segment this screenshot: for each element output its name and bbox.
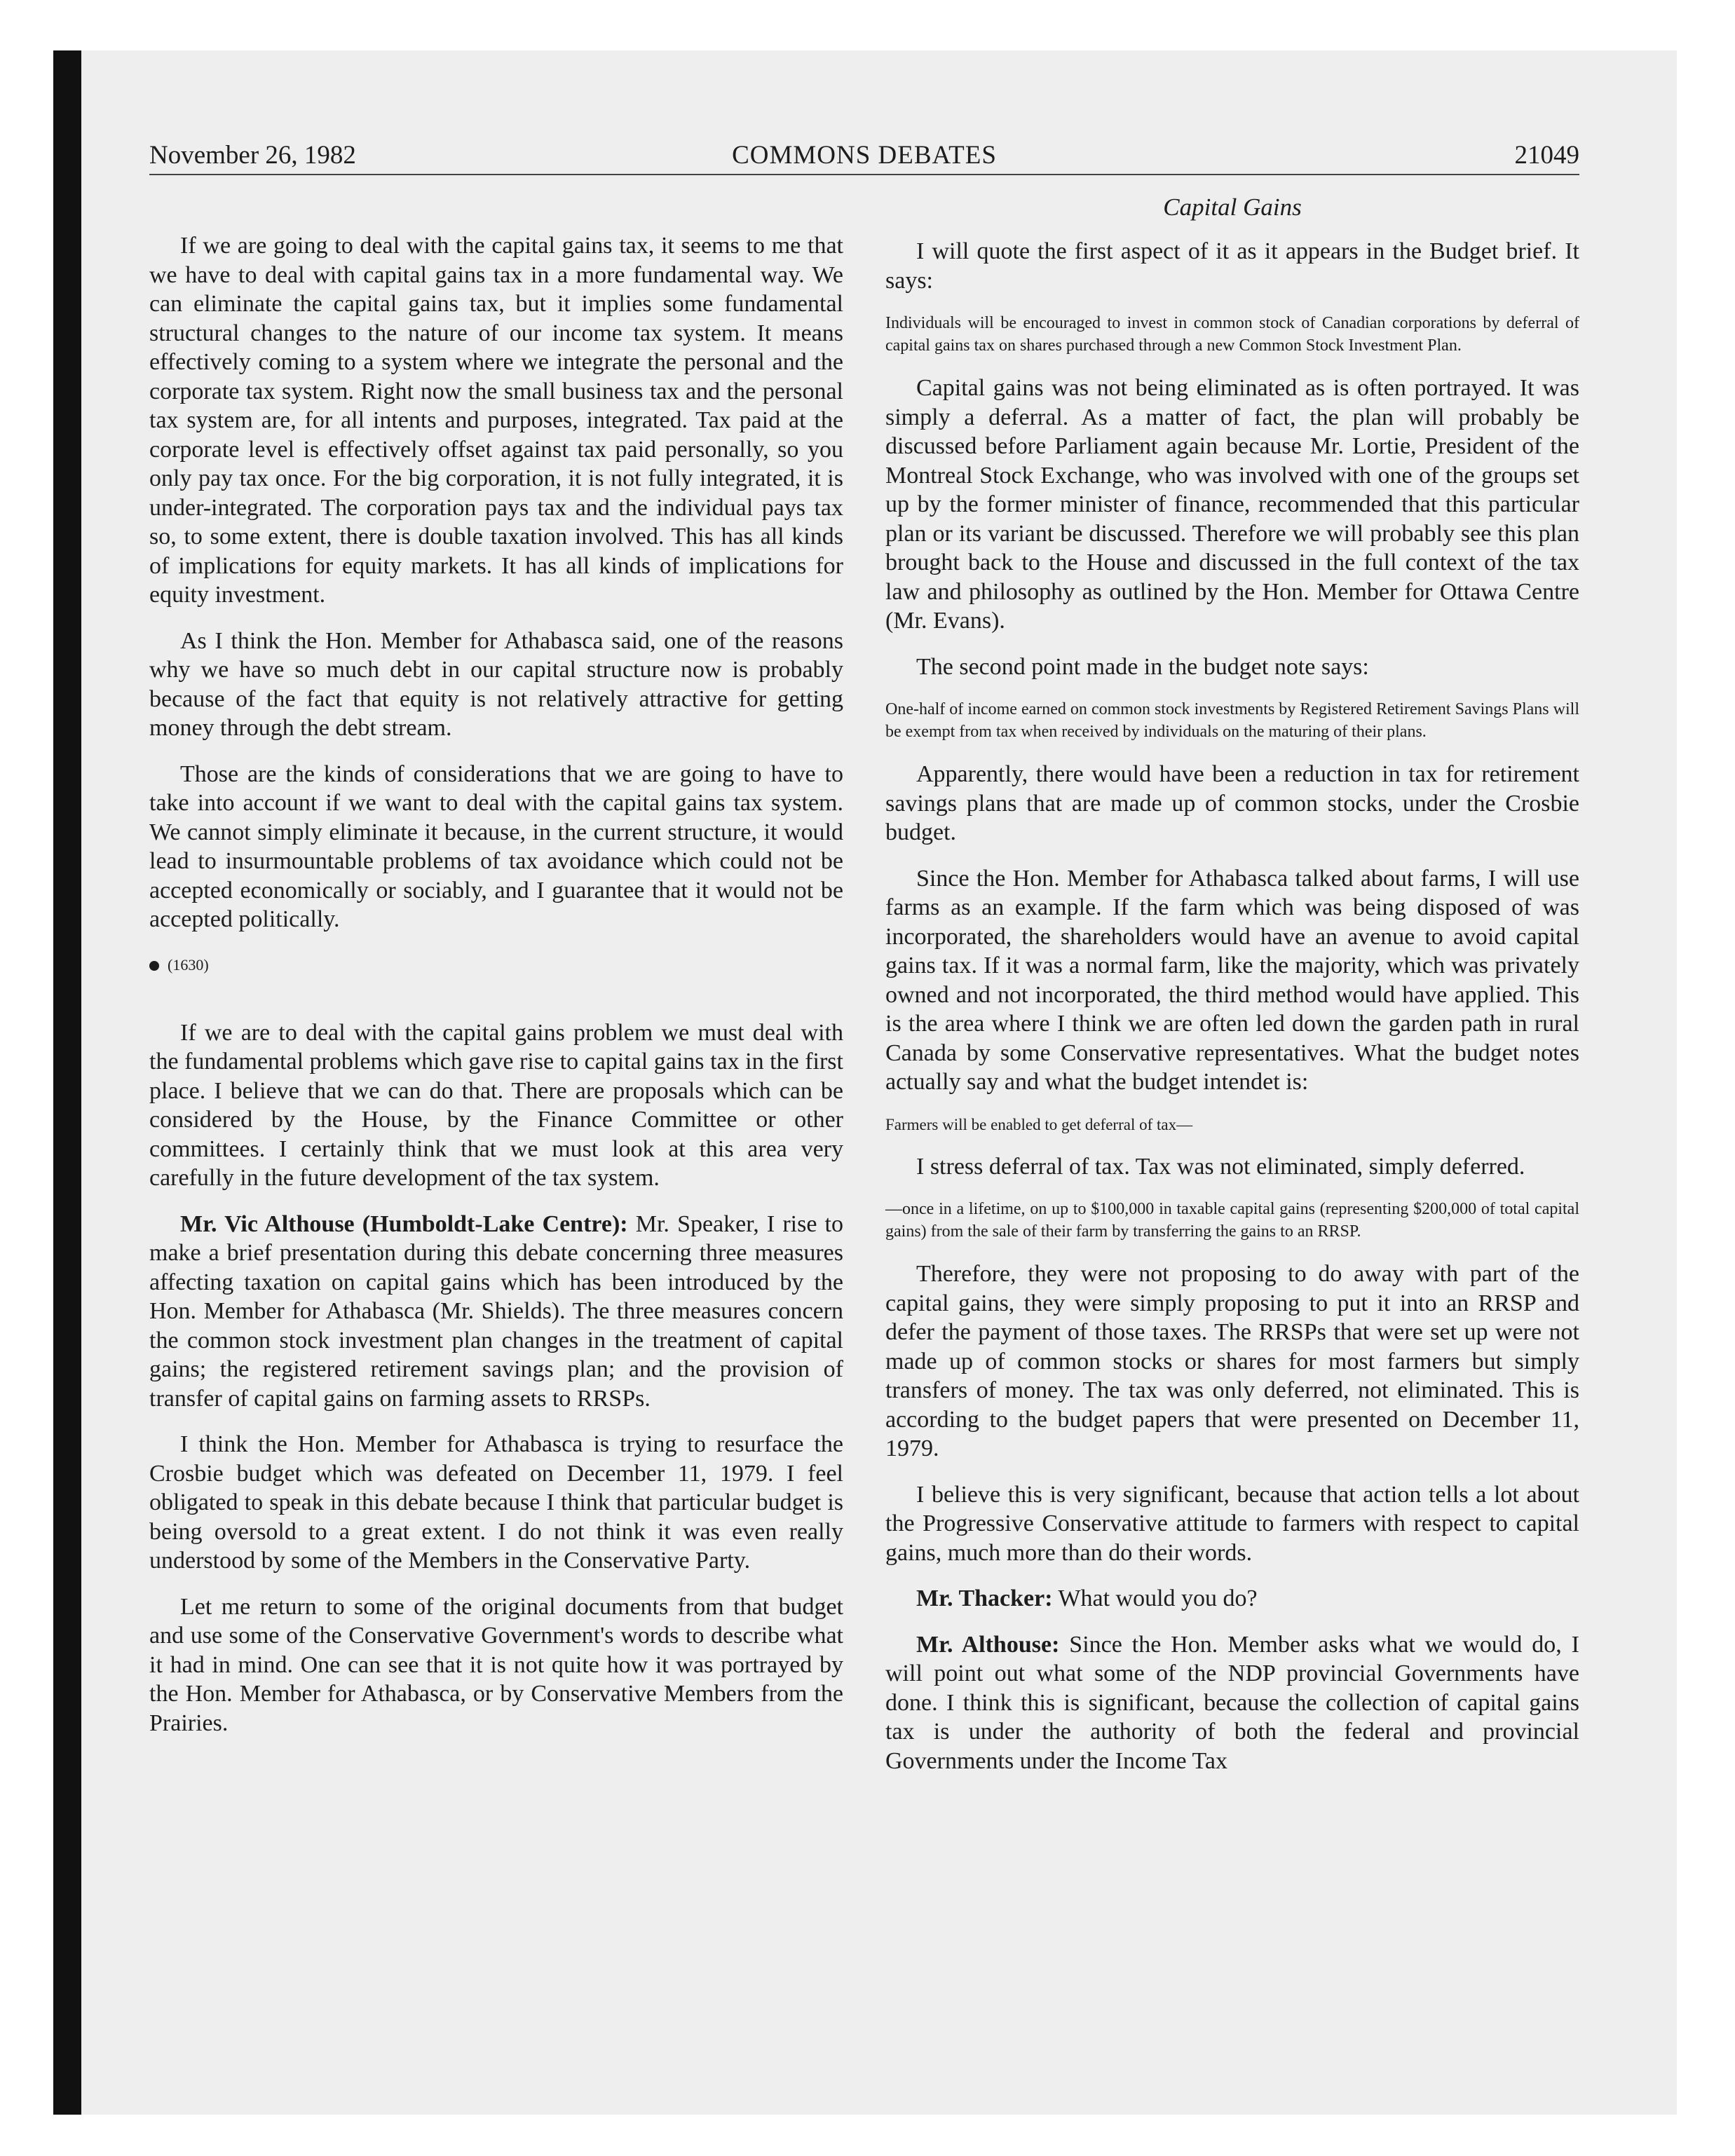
page-margin	[0, 0, 53, 2156]
paragraph: If we are going to deal with the capital gains tax, it seems to me that we have to deal with capital gains tax in a more fundamental way. We can eliminate the capital gains tax, but it implies some fundamental structural changes to the nature of our income tax system. It means effectively coming to a system where we integrate the personal and the corporate tax system. Right now the small business tax and the personal tax system are, for all intents and purposes, integrated. Tax paid at the corporate level is effectively offset against tax paid personally, so you only pay tax once. For the big corporation, it is not fully integrated, it is under-integrated. The corporation pays tax and the individual pays tax so, to some extent, there is double taxation involved. This has all kinds of implications for equity markets. It has all kinds of implications for equity investment.	[149, 233, 843, 608]
speech-text: Since the Hon. Member asks what we would do, I will point out what some of the NDP provincial Governments have done. I think this is significant, because the collection of capital gains tax is under the authority of both the federal and provincial Governments under the Income Tax	[885, 1631, 1579, 1774]
paragraph: Apparently, there would have been a reduction in tax for retirement savings plans that are made up of common stocks, under the Crosbie budget.	[885, 761, 1579, 845]
section-title: Capital Gains	[1163, 193, 1302, 221]
budget-quote: —once in a lifetime, on up to $100,000 in taxable capital gains (representing $200,000 of total capital gains) from the sale of their farm by transferring the gains to an RRSP.	[885, 1200, 1579, 1241]
paragraph: I believe this is very significant, because that action tells a lot about the Progressive Conservative attitude to farmers with respect to capital gains, much more than do their words.	[885, 1481, 1579, 1566]
budget-quote: Individuals will be encouraged to invest in common stock of Canadian corporations by deferral of capital gains tax on shares purchased through a new Common Stock Investment Plan.	[885, 314, 1579, 355]
speech-paragraph	[885, 1630, 1579, 1776]
page-header	[149, 140, 1579, 178]
header-title: COMMONS DEBATES	[732, 141, 997, 170]
paragraph: Capital gains was not being eliminated as is often portrayed. It was simply a deferral. As a matter of fact, the plan will probably be discussed before Parliament again because Mr. Lortie, President of the Montreal Stock Exchange, who was involved with one of the groups set up by the former minister of finance, recommended that this particular plan or its variant be discussed. Therefore we will probably see this plan brought back to the House and discussed in the full context of the tax law and philosophy as outlined by the Hon. Member for Ottawa Centre (Mr. Evans).	[885, 375, 1579, 634]
speech-text: Mr. Speaker, I rise to make a brief presentation during this debate concerning three measures affecting taxation on capital gains which has been introduced by the Hon. Member for Athabasca (Mr. Shields). The three measures concern the common stock investment plan changes in the treatment of capital gains; the registered retirement savings plan; and the provision of transfer of capital gains on farming assets to RRSPs.	[149, 1210, 843, 1412]
paragraph: As I think the Hon. Member for Athabasca said, one of the reasons why we have so much debt in our capital structure now is probably because of the fact that equity is not relatively attractive for getting money through the debt stream.	[149, 627, 843, 741]
budget-quote: Farmers will be enabled to get deferral of tax—	[885, 1115, 1193, 1133]
time-marker	[149, 951, 843, 979]
paragraph: Those are the kinds of considerations that we are going to have to take into account if we want to deal with the capital gains tax system. We cannot simply eliminate it because, in the current structure, it would lead to insurmountable problems of tax avoidance which could not be accepted economically or sociably, and I guarantee that it would not be accepted politically.	[149, 760, 843, 932]
speaker-name: Mr. Althouse:	[916, 1631, 1060, 1658]
header-rule	[149, 174, 1579, 175]
speech-paragraph	[885, 1584, 1579, 1613]
paragraph: I will quote the first aspect of it as it appears in the Budget brief. It says:	[885, 238, 1579, 294]
speaker-name: Mr. Vic Althouse (Humboldt-Lake Centre):	[180, 1210, 628, 1237]
paragraph: If we are to deal with the capital gains problem we must deal with the fundamental problems which gave rise to capital gains tax in the first place. I believe that we can do that. There are proposals which can be considered by the House, by the Finance Committee or other committees. I certainly think that we must look at this area very carefully in the future development of the tax system.	[149, 1019, 843, 1191]
speech-text: What would you do?	[1052, 1585, 1258, 1611]
left-column	[149, 231, 843, 1754]
paragraph: I stress deferral of tax. Tax was not eliminated, simply deferred.	[916, 1153, 1525, 1180]
scan-edge-shadow	[53, 50, 81, 2115]
header-page-number: 21049	[1514, 141, 1579, 170]
paragraph: Therefore, they were not proposing to do away with part of the capital gains, they were simply proposing to put it into an RRSP and defer the payment of those taxes. The RRSPs that were set up were not made up of common stocks or shares for most farmers but simply transfers of money. The tax was only deferred, not eliminated. This is according to the budget papers that were presented on December 11, 1979.	[885, 1261, 1579, 1461]
paragraph: I think the Hon. Member for Athabasca is trying to resurface the Crosbie budget which was defeated on December 11, 1979. I feel obligated to speak in this debate because I think that particular budget is being oversold to a great extent. I do not think it was even really understood by some of the Members in the Conservative Party.	[149, 1431, 843, 1574]
bullet-icon	[149, 961, 159, 971]
speech-paragraph	[149, 1210, 843, 1414]
header-date: November 26, 1982	[149, 141, 356, 170]
time-marker-text: (1630)	[168, 955, 209, 974]
right-column	[885, 237, 1579, 1792]
paragraph: Since the Hon. Member for Athabasca talked about farms, I will use farms as an example. If the farm which was being disposed of was incorporated, the shareholders would have an avenue to avoid capital gains tax. If it was a normal farm, like the majority, which was privately owned and not incorporated, the third method would have applied. This is the area where I think we are often led down the garden path in rural Canada by some Conservative representatives. What the budget notes actually say and what the budget intendet is:	[885, 865, 1579, 1095]
budget-quote: One-half of income earned on common stock investments by Registered Retirement Savings Plans will be exempt from tax when received by individuals on the maturing of their plans.	[885, 700, 1579, 741]
paragraph: Let me return to some of the original documents from that budget and use some of the Conservative Government's words to describe what it had in mind. One can see that it is not quite how it was portrayed by the Hon. Member for Athabasca, or by Conservative Members from the Prairies.	[149, 1593, 843, 1736]
paragraph: The second point made in the budget note says:	[916, 653, 1369, 680]
speaker-name: Mr. Thacker:	[916, 1585, 1053, 1611]
